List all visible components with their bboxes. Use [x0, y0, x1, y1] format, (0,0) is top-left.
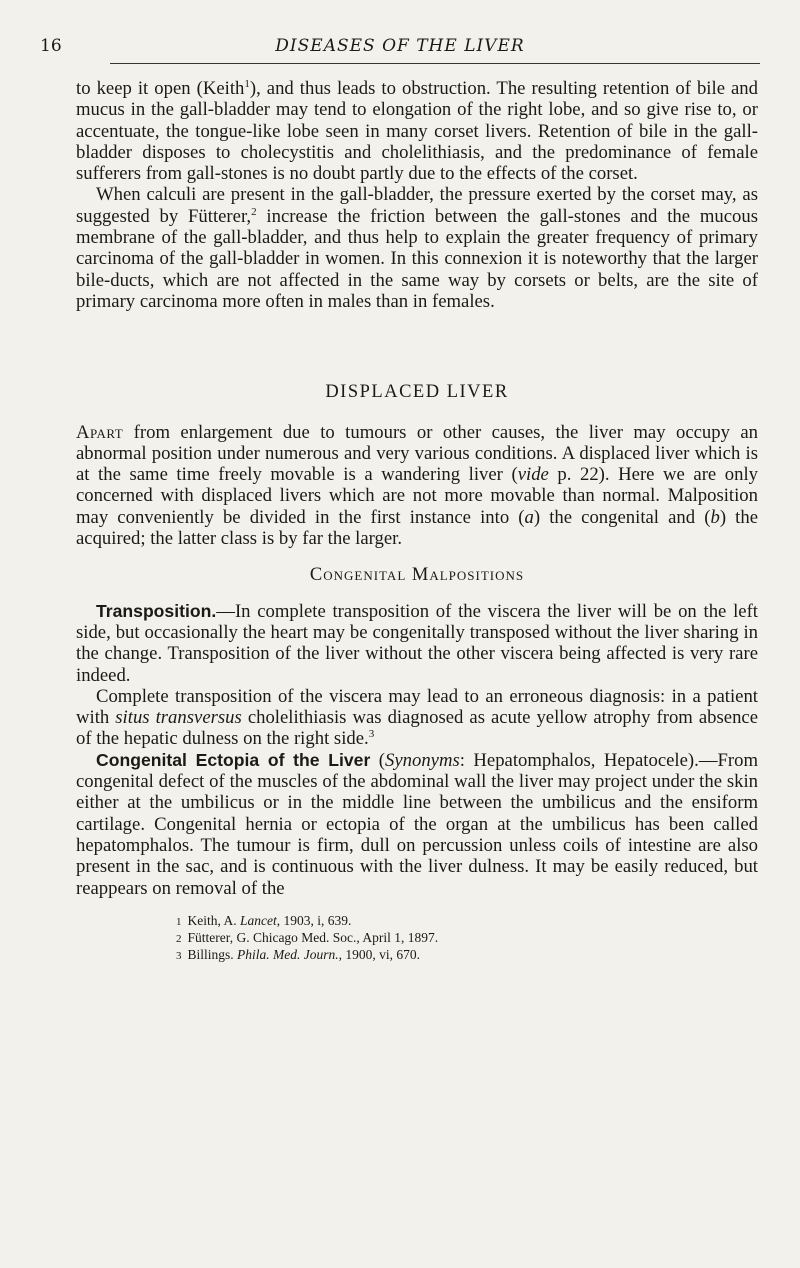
header-rule	[110, 63, 760, 64]
footnote-number: 1	[176, 915, 182, 928]
text-run: ), and thus leads to obstruction. The resulting retention of bile and mucus in the gall-bladder may tend to elongation of the right lobe, and so give rise to, or accentuate, the tongue-like lobe seen in many corset livers. Retention of bile in the gall-bladder disposes to cholecystitis and cholelithiasis, and the predominance of female sufferers from gall-stones is no doubt partly due to the effects of the corset.	[76, 78, 758, 185]
footnote	[176, 947, 758, 964]
italic-term: Synonyms	[385, 749, 460, 771]
footnote	[176, 913, 758, 930]
italic-term: a	[524, 506, 534, 528]
text-run: cholelithiasis was diagnosed as acute yellow atrophy from absence of the hepatic dulness on the right side.	[76, 707, 759, 750]
page-number: 16	[40, 36, 62, 56]
text-run: increase the friction between the gall-stones and the mucous membrane of the gall-bladder, and thus help to explain the greater frequency of primary carcinoma of the gall-bladder in women. In this connexion it is noteworthy that the larger bile-ducts, which are not affected in the same way by corsets or belts, are the site of primary carcinoma more often in males than in females.	[76, 205, 759, 312]
run-in-heading: Congenital Ectopia of the Liver	[96, 749, 371, 770]
footnotes	[176, 913, 758, 964]
italic-term: vide	[517, 464, 549, 486]
footnote	[176, 930, 758, 947]
footnote-journal: Phila. Med. Journ.	[237, 946, 339, 962]
paragraph-ectopia	[76, 750, 758, 899]
body-text	[76, 78, 758, 964]
section-heading: DISPLACED LIVER	[325, 382, 509, 403]
italic-term: b	[710, 506, 720, 528]
paragraph-corset-retention	[76, 78, 758, 184]
paragraph-transposition	[76, 601, 758, 686]
paragraph-displaced-liver	[76, 422, 758, 550]
footnote-ref: 3	[368, 728, 375, 741]
text-run: : Hepatomphalos, Hepatocele).	[459, 749, 699, 771]
footnote-ref: 2	[251, 205, 257, 218]
text-run: —In complete transposition of the viscera the liver will be on the left side, but occasionally the heart may be congenitally transposed without the liver sharing in the change. Transposition of the liver without the other viscera being affected is very rare indeed.	[76, 600, 758, 686]
footnote-journal: Lancet	[240, 912, 277, 928]
footnote-text: Keith, A.	[187, 912, 240, 928]
lead-word: Apart	[76, 421, 124, 443]
text-run: When calculi are present in the gall-bladder, the pressure exerted by the corset may, as suggested by Fütterer,	[76, 184, 758, 227]
running-title: DISEASES OF THE LIVER	[275, 36, 525, 56]
paragraph-diagnosis	[76, 686, 758, 750]
text-run: from enlargement due to tumours or other causes, the liver may occupy an abnormal position under numerous and very various conditions. A displaced liver which is at the same time freely movable is a wandering liver (	[76, 421, 758, 486]
footnote-text: , 1903, i, 639.	[276, 912, 352, 928]
text-run: (	[370, 749, 386, 771]
text-run: —From congenital defect of the muscles of the abdominal wall the liver may project under the skin either at the umbilicus or in the middle line between the umbilicus and the ensiform cartilage. Congenital hernia or ectopia of the organ at the umbilicus has been called hepatomphalos. The tumour is firm, dull on percussion unless coils of intestine are also present in the sac, and is continuous with the liver dulness. It may be easily reduced, but reappears on removal of the	[76, 749, 758, 899]
footnote-text: Billings.	[187, 946, 238, 962]
text-run: ) the acquired; the latter class is by far the larger.	[76, 506, 758, 550]
text-run: ) the congenital and (	[533, 506, 711, 528]
footnote-ref: 1	[244, 77, 250, 90]
text-run: p. 22). Here we are only concerned with displaced livers which are not more movable than normal. Malposition may conveniently be divided in the first instance into (	[76, 464, 759, 528]
footnote-number: 2	[176, 932, 182, 945]
page-header	[40, 36, 760, 66]
footnote-text: , 1900, vi, 670.	[338, 946, 421, 962]
italic-term: situs transversus	[115, 707, 242, 729]
footnote-text: Fütterer, G. Chicago Med. Soc., April 1, 1897.	[187, 929, 439, 945]
text-run: to keep it open (Keith	[76, 78, 245, 99]
footnote-number: 3	[176, 949, 182, 962]
subheading: Congenital Malpositions	[309, 565, 525, 586]
paragraph-calculi	[76, 184, 758, 312]
run-in-heading: Transposition.	[96, 600, 217, 621]
text-run: Complete transposition of the viscera may lead to an erroneous diagnosis: in a patient with	[76, 685, 758, 729]
